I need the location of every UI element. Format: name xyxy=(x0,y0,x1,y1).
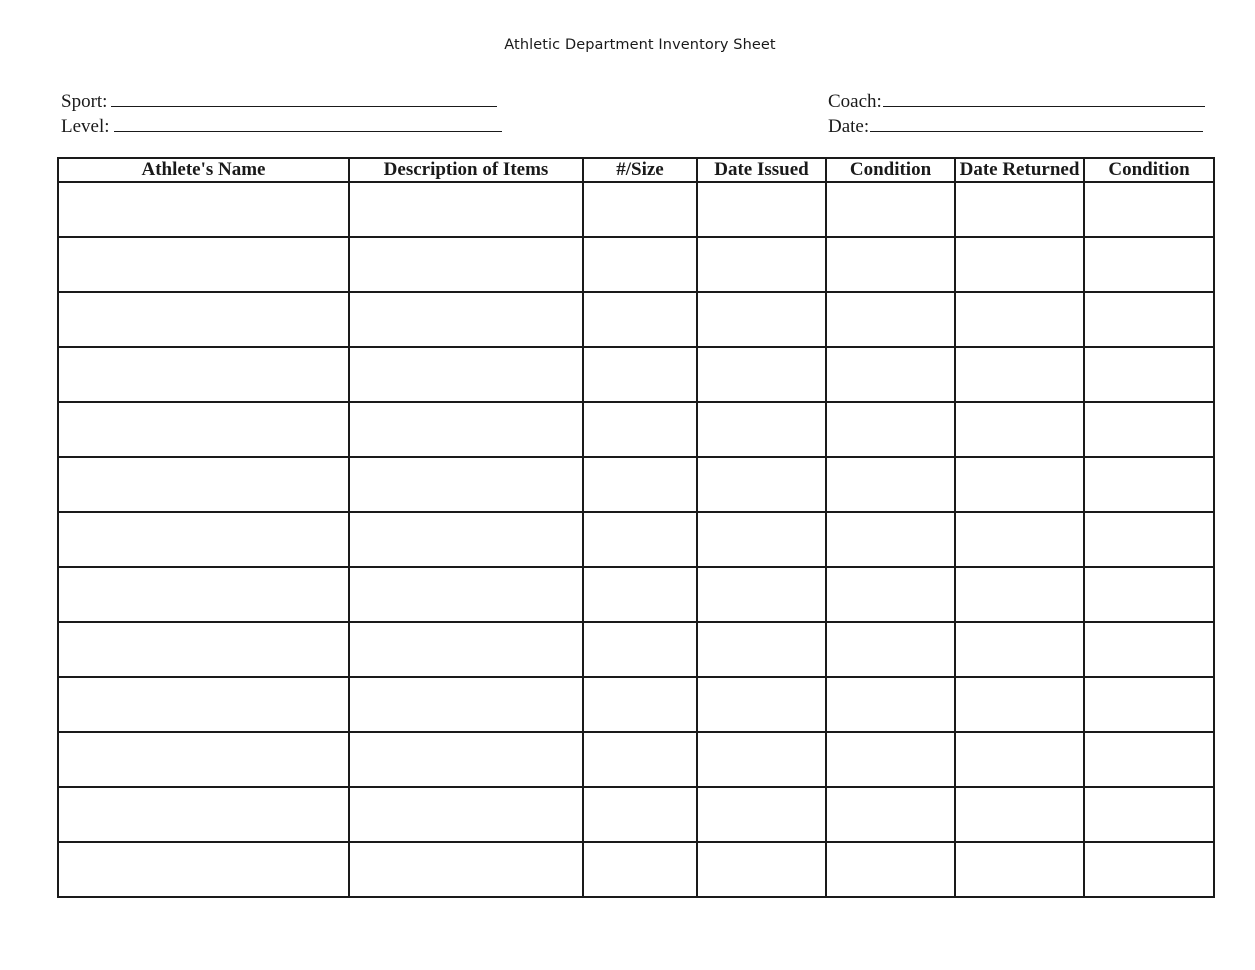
table-cell[interactable] xyxy=(826,622,955,677)
header-description-of-items: Description of Items xyxy=(349,158,583,182)
table-cell[interactable] xyxy=(826,787,955,842)
table-cell[interactable] xyxy=(1084,457,1214,512)
table-row xyxy=(58,347,1214,402)
table-cell[interactable] xyxy=(826,402,955,457)
table-cell[interactable] xyxy=(1084,842,1214,897)
header-number-size: #/Size xyxy=(583,158,697,182)
date-blank[interactable] xyxy=(870,113,1203,132)
table-cell[interactable] xyxy=(955,842,1084,897)
table-cell[interactable] xyxy=(349,732,583,787)
table-cell[interactable] xyxy=(697,402,826,457)
table-row xyxy=(58,512,1214,567)
table-cell[interactable] xyxy=(826,732,955,787)
table-cell[interactable] xyxy=(697,182,826,237)
table-cell[interactable] xyxy=(583,237,697,292)
table-cell[interactable] xyxy=(697,457,826,512)
table-cell[interactable] xyxy=(58,292,349,347)
coach-blank[interactable] xyxy=(883,88,1205,107)
table-cell[interactable] xyxy=(58,457,349,512)
sport-label: Sport: xyxy=(61,91,108,112)
table-cell[interactable] xyxy=(349,567,583,622)
table-cell[interactable] xyxy=(697,237,826,292)
table-cell[interactable] xyxy=(955,622,1084,677)
header-date-issued: Date Issued xyxy=(697,158,826,182)
table-cell[interactable] xyxy=(58,842,349,897)
table-cell[interactable] xyxy=(58,567,349,622)
level-blank[interactable] xyxy=(114,113,502,132)
table-cell[interactable] xyxy=(349,237,583,292)
sport-field xyxy=(61,88,497,114)
table-cell[interactable] xyxy=(697,787,826,842)
table-cell[interactable] xyxy=(697,677,826,732)
table-cell[interactable] xyxy=(697,347,826,402)
table-cell[interactable] xyxy=(826,457,955,512)
table-row xyxy=(58,677,1214,732)
table-cell[interactable] xyxy=(583,182,697,237)
table-cell[interactable] xyxy=(1084,182,1214,237)
table-cell[interactable] xyxy=(583,347,697,402)
table-cell[interactable] xyxy=(58,622,349,677)
table-row xyxy=(58,402,1214,457)
table-row xyxy=(58,292,1214,347)
table-cell[interactable] xyxy=(1084,347,1214,402)
table-cell[interactable] xyxy=(826,512,955,567)
sport-blank[interactable] xyxy=(111,88,497,107)
table-cell[interactable] xyxy=(583,842,697,897)
table-cell[interactable] xyxy=(1084,512,1214,567)
table-cell[interactable] xyxy=(583,622,697,677)
table-cell[interactable] xyxy=(697,292,826,347)
table-cell[interactable] xyxy=(349,182,583,237)
table-cell[interactable] xyxy=(349,622,583,677)
table-cell[interactable] xyxy=(697,622,826,677)
table-cell[interactable] xyxy=(955,512,1084,567)
document-title: Athletic Department Inventory Sheet xyxy=(504,37,776,53)
date-label: Date: xyxy=(828,116,870,137)
table-cell[interactable] xyxy=(1084,402,1214,457)
date-field xyxy=(828,113,1203,139)
table-row xyxy=(58,182,1214,237)
table-cell[interactable] xyxy=(826,677,955,732)
table-cell[interactable] xyxy=(955,457,1084,512)
level-label: Level: xyxy=(61,116,110,137)
table-cell[interactable] xyxy=(826,347,955,402)
table-cell[interactable] xyxy=(826,842,955,897)
table-row xyxy=(58,732,1214,787)
table-cell[interactable] xyxy=(1084,622,1214,677)
inventory-table xyxy=(57,157,1215,898)
coach-label: Coach: xyxy=(828,91,882,112)
table-cell[interactable] xyxy=(955,237,1084,292)
table-cell[interactable] xyxy=(697,512,826,567)
table-cell[interactable] xyxy=(349,457,583,512)
table-cell[interactable] xyxy=(955,787,1084,842)
table-cell[interactable] xyxy=(1084,292,1214,347)
table-cell[interactable] xyxy=(583,677,697,732)
table-row xyxy=(58,237,1214,292)
table-cell[interactable] xyxy=(583,732,697,787)
table-cell[interactable] xyxy=(583,567,697,622)
table-cell[interactable] xyxy=(955,402,1084,457)
table-cell[interactable] xyxy=(955,182,1084,237)
table-row xyxy=(58,842,1214,897)
table-cell[interactable] xyxy=(697,567,826,622)
header-date-returned: Date Returned xyxy=(955,158,1084,182)
table-cell[interactable] xyxy=(349,402,583,457)
table-cell[interactable] xyxy=(58,787,349,842)
table-cell[interactable] xyxy=(58,182,349,237)
table-cell[interactable] xyxy=(583,787,697,842)
table-cell[interactable] xyxy=(583,292,697,347)
table-cell[interactable] xyxy=(58,732,349,787)
header-condition-issued: Condition xyxy=(826,158,955,182)
table-cell[interactable] xyxy=(58,237,349,292)
table-cell[interactable] xyxy=(1084,567,1214,622)
table-cell[interactable] xyxy=(349,842,583,897)
table-cell[interactable] xyxy=(349,347,583,402)
table-cell[interactable] xyxy=(1084,237,1214,292)
table-cell[interactable] xyxy=(955,732,1084,787)
table-cell[interactable] xyxy=(826,237,955,292)
table-cell[interactable] xyxy=(349,677,583,732)
table-row xyxy=(58,457,1214,512)
table-cell[interactable] xyxy=(349,512,583,567)
table-cell[interactable] xyxy=(955,347,1084,402)
table-cell[interactable] xyxy=(583,457,697,512)
table-cell[interactable] xyxy=(583,512,697,567)
table-cell[interactable] xyxy=(1084,677,1214,732)
table-cell[interactable] xyxy=(826,567,955,622)
inventory-body xyxy=(58,182,1214,897)
table-cell[interactable] xyxy=(955,292,1084,347)
table-cell[interactable] xyxy=(58,402,349,457)
table-row xyxy=(58,622,1214,677)
table-cell[interactable] xyxy=(58,347,349,402)
table-cell[interactable] xyxy=(58,677,349,732)
level-field xyxy=(61,113,502,139)
table-row xyxy=(58,787,1214,842)
table-cell[interactable] xyxy=(826,292,955,347)
header-row xyxy=(58,158,1214,182)
table-cell[interactable] xyxy=(1084,787,1214,842)
table-cell[interactable] xyxy=(583,402,697,457)
table-cell[interactable] xyxy=(697,842,826,897)
table-cell[interactable] xyxy=(349,787,583,842)
coach-field xyxy=(828,88,1205,114)
table-cell[interactable] xyxy=(697,732,826,787)
table-cell[interactable] xyxy=(826,182,955,237)
table-cell[interactable] xyxy=(955,567,1084,622)
table-cell[interactable] xyxy=(349,292,583,347)
table-cell[interactable] xyxy=(58,512,349,567)
table-cell[interactable] xyxy=(1084,732,1214,787)
header-athletes-name: Athlete's Name xyxy=(58,158,349,182)
header-condition-returned: Condition xyxy=(1084,158,1214,182)
table-cell[interactable] xyxy=(955,677,1084,732)
table-row xyxy=(58,567,1214,622)
